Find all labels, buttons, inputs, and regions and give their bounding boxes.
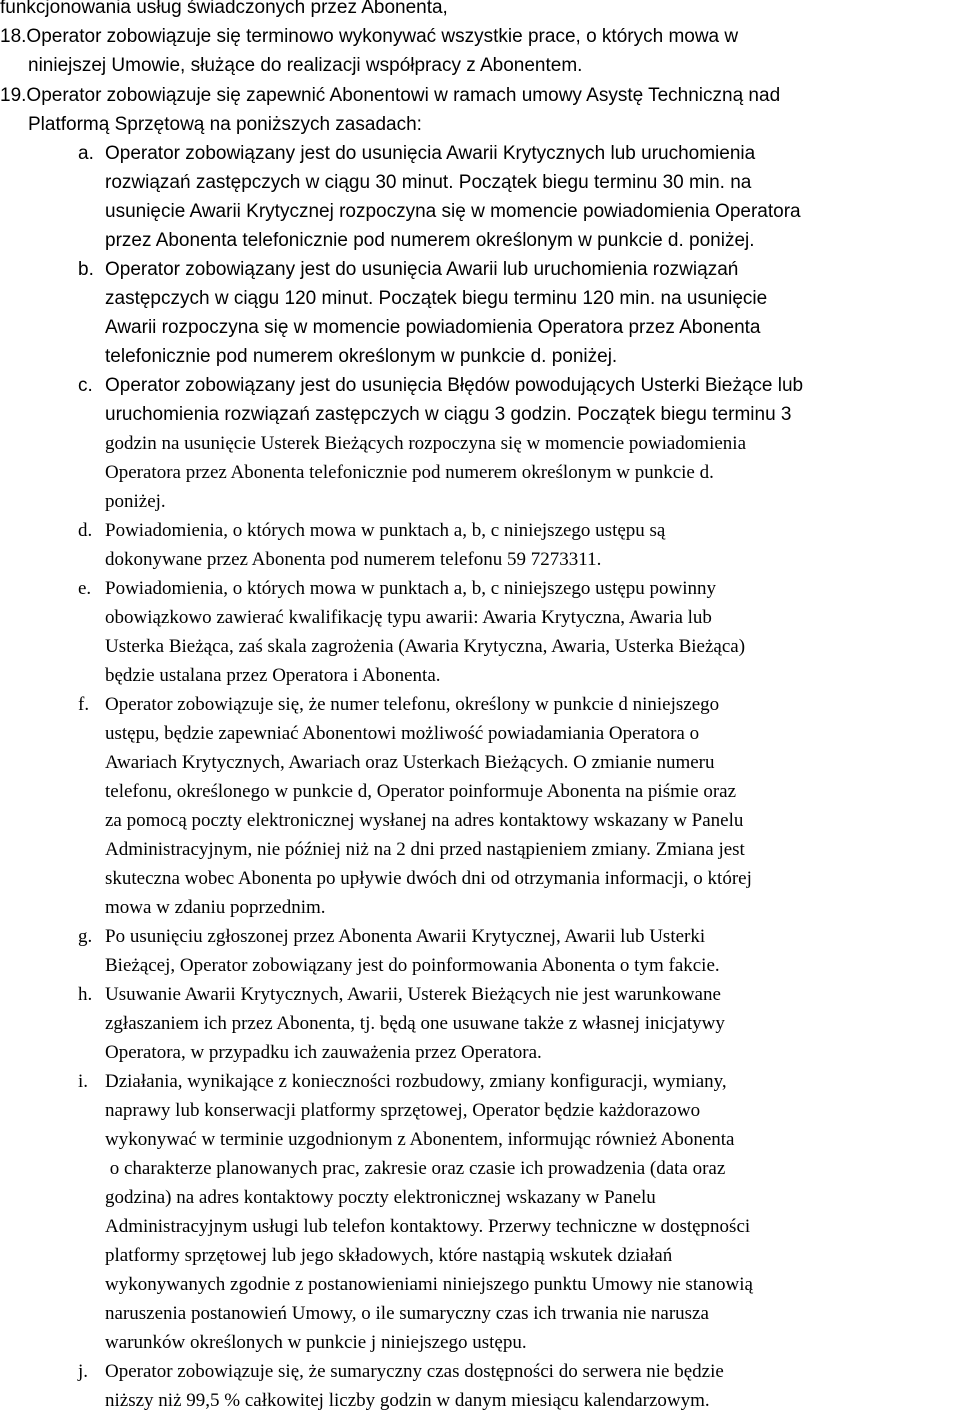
text-line: uruchomienia rozwiązań zastępczych w ciągu 3 godzin. Początek biegu terminu 3 — [105, 404, 792, 425]
text-line: godzina) na adres kontaktowy poczty elektronicznej wskazany w Panelu — [105, 1187, 656, 1208]
item-letter: c. — [78, 375, 93, 396]
text-line: skuteczna wobec Abonenta po upływie dwóch dni od otrzymania informacji, o której — [105, 868, 752, 889]
text-line: naruszenia postanowień Umowy, o ile sumaryczny czas ich trwania nie narusza — [105, 1303, 709, 1324]
item-letter: f. — [78, 694, 90, 715]
text-line: telefonicznie pod numerem określonym w punkcie d. poniżej. — [105, 346, 618, 367]
text-line: obowiązkowo zawierać kwalifikację typu awarii: Awaria Krytyczna, Awaria lub — [105, 607, 712, 628]
item-letter: b. — [78, 259, 94, 280]
text-line: usunięcie Awarii Krytycznej rozpoczyna się w momencie powiadomienia Operatora — [105, 201, 801, 222]
text-line: niższy niż 99,5 % całkowitej liczby godzin w danym miesiącu kalendarzowym. — [105, 1390, 710, 1411]
text-line: rozwiązań zastępczych w ciągu 30 minut. Początek biegu terminu 30 min. na — [105, 172, 752, 193]
text-line: Operator zobowiązuje się, że sumaryczny czas dostępności do serwera nie będzie — [105, 1361, 724, 1382]
text-line: będzie ustalana przez Operatora i Abonenta. — [105, 665, 441, 686]
text-line: Usterka Bieżąca, zaś skala zagrożenia (Awaria Krytyczna, Awaria, Usterka Bieżąca) — [105, 636, 746, 657]
text-line: Operator zobowiązany jest do usunięcia Awarii Krytycznych lub uruchomienia — [105, 143, 756, 164]
text-line: Administracyjnym usługi lub telefon kontaktowy. Przerwy techniczne w dostępności — [105, 1216, 751, 1237]
text-line: Awarii rozpoczyna się w momencie powiadomienia Operatora przez Abonenta — [105, 317, 761, 338]
text-line: Usuwanie Awarii Krytycznych, Awarii, Usterek Bieżących nie jest warunkowane — [105, 984, 721, 1005]
text-line: ustępu, będzie zapewniać Abonentowi możliwość powiadamiania Operatora o — [105, 723, 700, 744]
item-letter: d. — [78, 520, 93, 541]
text-line: 18.Operator zobowiązuje się terminowo wykonywać wszystkie prace, o których mowa w — [0, 26, 739, 47]
text-line: godzin na usunięcie Usterek Bieżących rozpoczyna się w momencie powiadomienia — [105, 433, 747, 454]
item-letter: a. — [78, 143, 94, 164]
text-line: mowa w zdaniu poprzednim. — [105, 897, 326, 918]
text-line: platformy sprzętowej lub jego składowych, które nastąpią wskutek działań — [105, 1245, 673, 1266]
text-line: dokonywane przez Abonenta pod numerem telefonu 59 7273311. — [105, 549, 602, 570]
text-line: Powiadomienia, o których mowa w punktach a, b, c niniejszego ustępu są — [105, 520, 666, 541]
text-line: zgłaszaniem ich przez Abonenta, tj. będą one usuwane także z własnej inicjatywy — [105, 1013, 725, 1034]
text-line: za pomocą poczty elektronicznej wysłanej na adres kontaktowy wskazany w Panelu — [105, 810, 744, 831]
text-line: Operator zobowiązany jest do usunięcia Błędów powodujących Usterki Bieżące lub — [105, 375, 804, 396]
text-line: 19.Operator zobowiązuje się zapewnić Abonentowi w ramach umowy Asystę Techniczną nad — [0, 85, 781, 106]
text-line: Działania, wynikające z konieczności rozbudowy, zmiany konfiguracji, wymiany, — [105, 1071, 727, 1092]
text-line: przez Abonenta telefonicznie pod numerem określonym w punkcie d. poniżej. — [105, 230, 755, 251]
text-line: Operator zobowiązuje się, że numer telefonu, określony w punkcie d niniejszego — [105, 694, 720, 715]
text-line: zastępczych w ciągu 120 minut. Początek biegu terminu 120 min. na usunięcie — [105, 288, 768, 309]
text-line: Administracyjnym, nie później niż na 2 dni przed nastąpieniem zmiany. Zmiana jest — [105, 839, 745, 860]
text-line: Operatora, w przypadku ich zauważenia przez Operatora. — [105, 1042, 542, 1063]
text-line: warunków określonych w punkcie j niniejszego ustępu. — [105, 1332, 527, 1353]
text-line: Operatora przez Abonenta telefonicznie pod numerem określonym w punkcie d. — [105, 462, 714, 483]
text-line: niniejszej Umowie, służące do realizacji współpracy z Abonentem. — [28, 55, 583, 76]
item-letter: e. — [78, 578, 92, 599]
text-line: Bieżącej, Operator zobowiązany jest do poinformowania Abonenta o tym fakcie. — [105, 955, 720, 976]
item-letter: g. — [78, 926, 93, 947]
item-letter: i. — [78, 1071, 89, 1092]
text-line: Powiadomienia, o których mowa w punktach a, b, c niniejszego ustępu powinny — [105, 578, 717, 599]
text-line: naprawy lub konserwacji platformy sprzętowej, Operator będzie każdorazowo — [105, 1100, 701, 1121]
text-line: funkcjonowania usług świadczonych przez Abonenta, — [0, 0, 448, 18]
text-line: wykonywać w terminie uzgodnionym z Abonentem, informując również Abonenta — [105, 1129, 735, 1150]
text-line: o charakterze planowanych prac, zakresie oraz czasie ich prowadzenia (data oraz — [105, 1158, 726, 1179]
text-line: Platformą Sprzętową na poniższych zasadach: — [28, 114, 422, 135]
text-line: Awariach Krytycznych, Awariach oraz Usterkach Bieżących. O zmianie numeru — [105, 752, 715, 773]
text-line: wykonywanych zgodnie z postanowieniami niniejszego punktu Umowy nie stanowią — [105, 1274, 753, 1295]
text-line: poniżej. — [105, 491, 166, 512]
item-letter: h. — [78, 984, 93, 1005]
item-letter: j. — [78, 1361, 89, 1382]
text-line: Po usunięciu zgłoszonej przez Abonenta Awarii Krytycznej, Awarii lub Usterki — [105, 926, 706, 947]
text-line: Operator zobowiązany jest do usunięcia Awarii lub uruchomienia rozwiązań — [105, 259, 739, 280]
text-line: telefonu, określonego w punkcie d, Operator poinformuje Abonenta na piśmie oraz — [105, 781, 737, 802]
